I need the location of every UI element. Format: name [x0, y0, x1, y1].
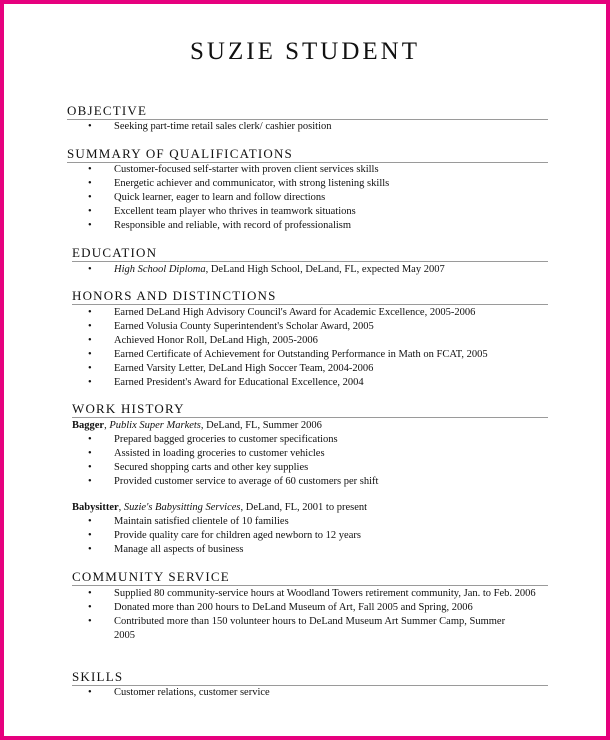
honors-list	[88, 306, 488, 390]
job-detail: , DeLand, FL, 2001 to present	[240, 502, 368, 513]
list-item	[88, 601, 539, 615]
summary-item-0: Customer-focused self-starter with proven client services skills	[114, 164, 379, 175]
job-detail: , DeLand, FL, Summer 2006	[200, 420, 322, 431]
bagger-duties-list	[88, 433, 378, 489]
bullet: •	[88, 307, 92, 318]
list-item	[88, 177, 389, 191]
job-employer: Publix Super Markets	[109, 420, 201, 431]
list-item	[88, 615, 524, 643]
summary-item-2: Quick learner, eager to learn and follow directions	[114, 192, 326, 203]
summary-item-4: Responsible and reliable, with record of professionalism	[114, 220, 352, 231]
community-item-0: Supplied 80 community-service hours at Woodland Towers retirement community, Jan. to Feb. 2006	[114, 588, 536, 599]
list-item	[88, 163, 389, 177]
bagger-item-2: Secured shopping carts and other key supplies	[114, 462, 309, 473]
education-heading: EDUCATION	[72, 245, 158, 260]
bullet: •	[88, 434, 92, 445]
bagger-item-3: Provided customer service to average of 60 customers per shift	[114, 476, 379, 487]
bullet: •	[88, 349, 92, 360]
summary-item-3: Excellent team player who thrives in teamwork situations	[114, 206, 356, 217]
list-item	[88, 587, 539, 601]
bullet: •	[88, 264, 92, 275]
bullet: •	[88, 192, 92, 203]
babysitter-item-2: Manage all aspects of business	[114, 544, 244, 555]
bullet: •	[88, 588, 92, 599]
list-item	[88, 334, 488, 348]
bullet: •	[88, 616, 92, 627]
skills-heading: SKILLS	[72, 669, 124, 684]
list-item	[88, 191, 389, 205]
job-employer: Suzie's Babysitting Services	[123, 502, 241, 513]
job-header-babysitter	[72, 501, 367, 515]
honors-item-5: Earned President's Award for Educational Excellence, 2004	[114, 377, 364, 388]
list-item	[88, 529, 361, 543]
list-item	[88, 543, 361, 557]
bullet: •	[88, 377, 92, 388]
bullet: •	[88, 516, 92, 527]
job-sep: ,	[104, 420, 110, 431]
resume-name: SUZIE STUDENT	[190, 38, 420, 65]
community-heading: COMMUNITY SERVICE	[72, 569, 230, 584]
bullet: •	[88, 476, 92, 487]
objective-list	[88, 120, 332, 134]
community-item-2: Contributed more than 150 volunteer hours to DeLand Museum Art Summer Camp, Summer 2005	[114, 616, 506, 641]
babysitter-item-1: Provide quality care for children aged newborn to 12 years	[114, 530, 361, 541]
bullet: •	[88, 164, 92, 175]
bullet: •	[88, 448, 92, 459]
babysitter-duties-list	[88, 515, 361, 557]
bullet: •	[88, 335, 92, 346]
job-header-bagger	[72, 419, 322, 433]
education-diploma: High School Diploma	[114, 264, 206, 275]
job-title: Bagger	[72, 420, 105, 431]
honors-heading: HONORS AND DISTINCTIONS	[72, 288, 277, 303]
list-item	[88, 348, 488, 362]
list-item	[88, 475, 378, 489]
honors-item-0: Earned DeLand High Advisory Council's Award for Academic Excellence, 2005-2006	[114, 307, 476, 318]
list-item	[88, 433, 378, 447]
bagger-item-0: Prepared bagged groceries to customer specifications	[114, 434, 338, 445]
community-item-1: Donated more than 200 hours to DeLand Museum of Art, Fall 2005 and Spring, 2006	[114, 602, 473, 613]
bullet: •	[88, 530, 92, 541]
bullet: •	[88, 206, 92, 217]
list-item	[88, 447, 378, 461]
education-detail: , DeLand High School, DeLand, FL, expected May 2007	[205, 264, 445, 275]
honors-item-1: Earned Volusia County Superintendent's Scholar Award, 2005	[114, 321, 374, 332]
skills-list	[88, 686, 270, 700]
bullet: •	[88, 462, 92, 473]
list-item	[88, 120, 332, 134]
summary-list	[88, 163, 389, 233]
objective-heading: OBJECTIVE	[67, 103, 148, 118]
babysitter-item-0: Maintain satisfied clientele of 10 families	[114, 516, 289, 527]
list-item	[88, 320, 488, 334]
bullet: •	[88, 363, 92, 374]
bagger-item-1: Assisted in loading groceries to customer vehicles	[114, 448, 325, 459]
summary-item-1: Energetic achiever and communicator, with strong listening skills	[114, 178, 390, 189]
skills-item-0: Customer relations, customer service	[114, 687, 270, 698]
honors-item-3: Earned Certificate of Achievement for Outstanding Performance in Math on FCAT, 2005	[114, 349, 488, 360]
objective-item-0: Seeking part-time retail sales clerk/ cashier position	[114, 121, 332, 132]
list-item	[88, 362, 488, 376]
job-title: Babysitter	[72, 502, 119, 513]
honors-item-2: Achieved Honor Roll, DeLand High, 2005-2006	[114, 335, 318, 346]
bullet: •	[88, 220, 92, 231]
list-item	[88, 461, 378, 475]
list-item	[88, 686, 270, 700]
bullet: •	[88, 321, 92, 332]
summary-heading: SUMMARY OF QUALIFICATIONS	[67, 146, 293, 161]
community-list	[88, 587, 539, 643]
bullet: •	[88, 544, 92, 555]
work-rule	[72, 417, 548, 418]
job-sep: ,	[118, 502, 124, 513]
honors-rule	[72, 304, 548, 305]
bullet: •	[88, 178, 92, 189]
honors-item-4: Earned Varsity Letter, DeLand High Soccer Team, 2004-2006	[114, 363, 374, 374]
bullet: •	[88, 602, 92, 613]
community-rule	[72, 585, 548, 586]
bullet: •	[88, 687, 92, 698]
list-item	[88, 376, 488, 390]
list-item	[88, 205, 389, 219]
bullet: •	[88, 121, 92, 132]
education-rule	[72, 261, 548, 262]
education-list	[88, 263, 445, 277]
list-item	[88, 515, 361, 529]
list-item	[88, 263, 445, 277]
work-heading: WORK HISTORY	[72, 401, 185, 416]
list-item	[88, 306, 488, 320]
list-item	[88, 219, 389, 233]
